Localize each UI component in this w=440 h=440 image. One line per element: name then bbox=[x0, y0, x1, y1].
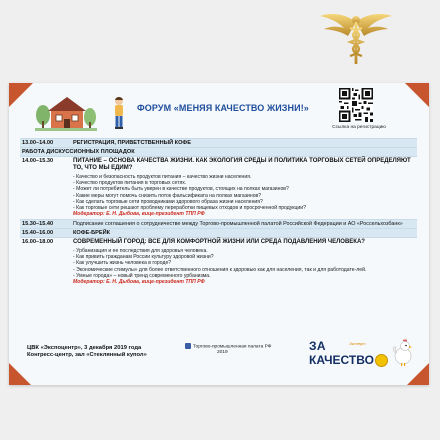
session-topic-list bbox=[73, 248, 415, 279]
chamber-year: 2019 bbox=[217, 350, 228, 356]
schedule-time: 15.40–16.00 bbox=[22, 230, 54, 237]
schedule-time: 15.30–15.40 bbox=[22, 220, 54, 227]
venue-line: Конгресс-центр, зал «Стеклянный купол» bbox=[27, 352, 147, 359]
list-item: - Качество продуктов питания в торговых сетях. bbox=[73, 180, 415, 186]
schedule-time: 14.00–15.30 bbox=[22, 158, 54, 164]
list-item: - Какие меры могут помочь снизить поток фальсификата на полках магазинов? bbox=[73, 193, 415, 199]
child-figure-icon bbox=[112, 96, 126, 130]
list-item: - Как улучшить жизнь человека в городе? bbox=[73, 260, 415, 266]
schedule-time: 13.00–14.00 bbox=[22, 140, 54, 146]
logo-text-top: ЗА bbox=[309, 339, 326, 353]
schedule-section-heading: РАБОТА ДИСКУССИОННЫХ ПЛОЩАДОК bbox=[22, 149, 135, 155]
schedule-row bbox=[20, 156, 417, 219]
list-item: - Как торговые сети решают проблему переработки пищевых отходов и просроченной продукции? bbox=[73, 205, 415, 211]
list-item: - Как сделать торговые сети проводниками здорового образа жизни населения? bbox=[73, 199, 415, 205]
schedule-row bbox=[20, 138, 417, 147]
session-heading: СОВРЕМЕННЫЙ ГОРОД: ВСЕ ДЛЯ КОМФОРТНОЙ ЖИЗНИ ИЛИ СРЕДА ПОДАВЛЕНИЯ ЧЕЛОВЕКА? bbox=[73, 239, 365, 246]
caduceus-logo-icon bbox=[318, 8, 394, 66]
session-heading: ПИТАНИЕ – ОСНОВА КАЧЕСТВА ЖИЗНИ. КАК ЭКОЛОГИЯ СРЕДЫ И ПОЛИТИКА ТОРГОВЫХ СЕТЕЙ ОПРЕДЕЛЯЮТ ТО, ЧТО МЫ ЕДИМ? bbox=[73, 158, 411, 171]
qr-caption: Ссылка на регистрацию bbox=[332, 125, 386, 130]
schedule-row bbox=[20, 219, 417, 228]
chamber-emblem-icon bbox=[185, 343, 191, 349]
logo-text-bottom: КАЧЕСТВО bbox=[309, 353, 374, 367]
schedule-title: РЕГИСТРАЦИЯ, ПРИВЕТСТВЕННЫЙ КОФЕ bbox=[73, 140, 191, 146]
schedule-session bbox=[73, 238, 417, 286]
forum-title: ФОРУМ «МЕНЯЯ КАЧЕСТВО ЖИЗНИ!» bbox=[137, 103, 309, 113]
list-item: - Качество и безопасность продуктов питания – качество жизни населения. bbox=[73, 174, 415, 180]
schedule-table bbox=[20, 138, 417, 286]
list-item: - Может ли потребитель быть уверен в качестве продуктов, стоящих на полках магазинов? bbox=[73, 186, 415, 192]
rooster-mascot-icon bbox=[390, 337, 416, 367]
venue-line: ЦВК «Экспоцентр», 3 декабря 2019 года bbox=[27, 345, 142, 351]
session-moderator: Модератор: Е. Н. Дыбова, вице-президент ТПП РФ bbox=[73, 211, 205, 218]
schedule-time: 16.00–18.00 bbox=[22, 239, 54, 246]
corner-decoration bbox=[405, 83, 429, 107]
list-item: - Умные города» – новый тренд современного урбанизма. bbox=[73, 273, 415, 279]
schedule-row bbox=[20, 228, 417, 237]
schedule-title: КОФЕ-БРЕЙК bbox=[73, 230, 111, 237]
schedule-session bbox=[73, 157, 417, 219]
logo-dot-icon bbox=[375, 354, 388, 367]
corner-decoration bbox=[9, 363, 31, 385]
schedule-row bbox=[20, 237, 417, 286]
logo-text-small: Эксперт bbox=[349, 341, 366, 346]
chamber-info bbox=[185, 343, 295, 356]
house-illustration-icon bbox=[35, 93, 97, 131]
list-item: - Урбанизация и ее последствия для здоровья человека. bbox=[73, 248, 415, 254]
chamber-name: Торгово-промышленная палата РФ bbox=[193, 344, 272, 350]
forum-card bbox=[9, 83, 429, 385]
qr-code-icon[interactable] bbox=[339, 88, 373, 122]
corner-decoration bbox=[9, 83, 33, 107]
schedule-title: Подписание соглашения о сотрудничестве между Торгово-промышленной палатой Российской Федерации и АО «Россельхозбанк» bbox=[73, 220, 403, 227]
schedule-row bbox=[20, 147, 417, 156]
list-item: - Экономические стимулы» для более ответственного отношения к здоровью как для населения, так и для работодате-лей. bbox=[73, 267, 415, 273]
za-kachestvo-logo bbox=[309, 339, 387, 369]
list-item: - Как привить гражданам России культуру здоровой жизни? bbox=[73, 254, 415, 260]
session-moderator: Модератор: Е. Н. Дыбова, вице-президент ТПП РФ bbox=[73, 279, 205, 286]
session-topic-list bbox=[73, 174, 415, 211]
venue-info bbox=[27, 345, 147, 359]
